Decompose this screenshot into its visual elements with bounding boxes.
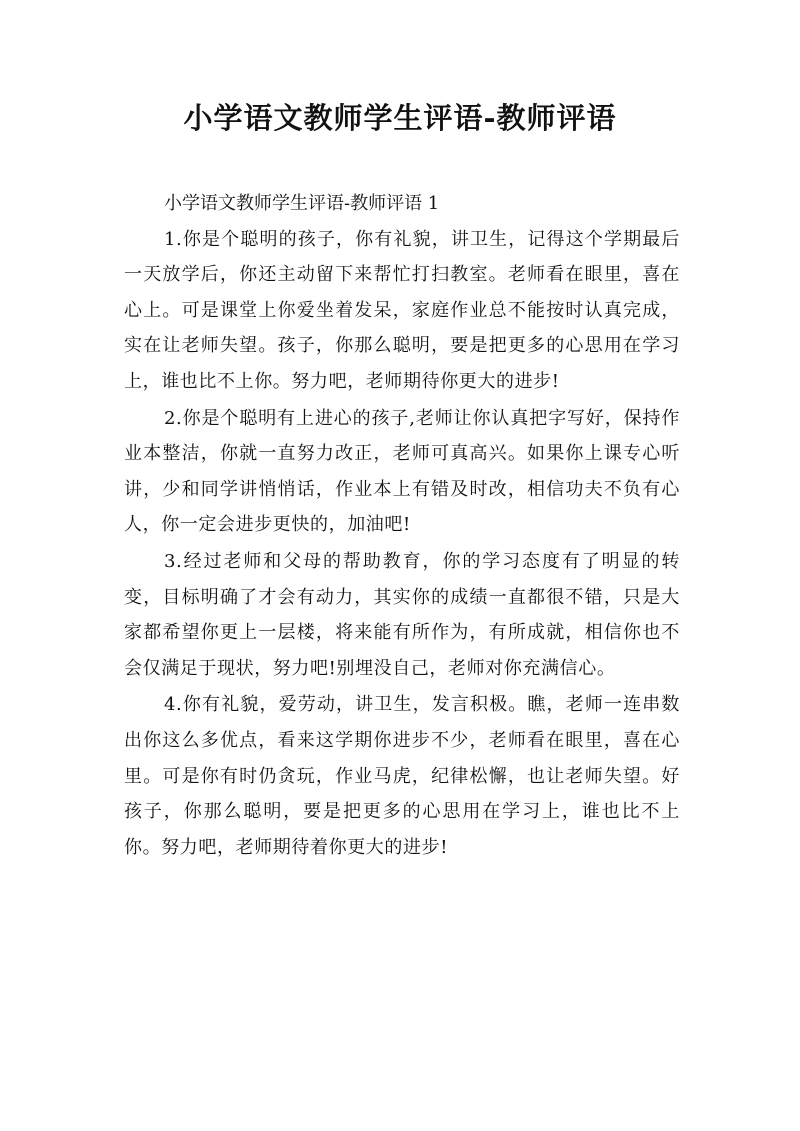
document-title: 小学语文教师学生评语-教师评语 xyxy=(183,101,617,135)
comment-paragraph-3: 3.经过老师和父母的帮助教育，你的学习态度有了明显的转变，目标明确了才会有动力，其实你的成绩一直都很不错，只是大家都希望你更上一层楼，将来能有所作为，有所成就，相信你也不会仅满足于现状，努力吧!别埋没自己，老师对你充满信心。 xyxy=(124,550,680,679)
comment-paragraph-4: 4.你有礼貌，爱劳动，讲卫生，发言积极。瞧，老师一连串数出你这么多优点，看来这学期你进步不少，老师看在眼里，喜在心里。可是你有时仍贪玩，作业马虎，纪律松懈，也让老师失望。好孩子，你那么聪明，要是把更多的心思用在学习上，谁也比不上你。努力吧，老师期待着你更大的进步! xyxy=(124,694,680,858)
comment-paragraph-2: 2.你是个聪明有上进心的孩子,老师让你认真把字写好，保持作业本整洁，你就一直努力改正，老师可真高兴。如果你上课专心听讲，少和同学讲悄悄话，作业本上有错及时改，相信功夫不负有心人，你一定会进步更快的，加油吧! xyxy=(124,407,680,536)
comment-paragraph-1: 1.你是个聪明的孩子，你有礼貌，讲卫生，记得这个学期最后一天放学后，你还主动留下来帮忙打扫教室。老师看在眼里，喜在心上。可是课堂上你爱坐着发呆，家庭作业总不能按时认真完成，实在让老师失望。孩子，你那么聪明，要是把更多的心思用在学习上，谁也比不上你。努力吧，老师期待你更大的进步! xyxy=(124,228,680,392)
section-heading: 小学语文教师学生评语-教师评语 1 xyxy=(164,193,440,214)
document-body xyxy=(124,186,680,865)
